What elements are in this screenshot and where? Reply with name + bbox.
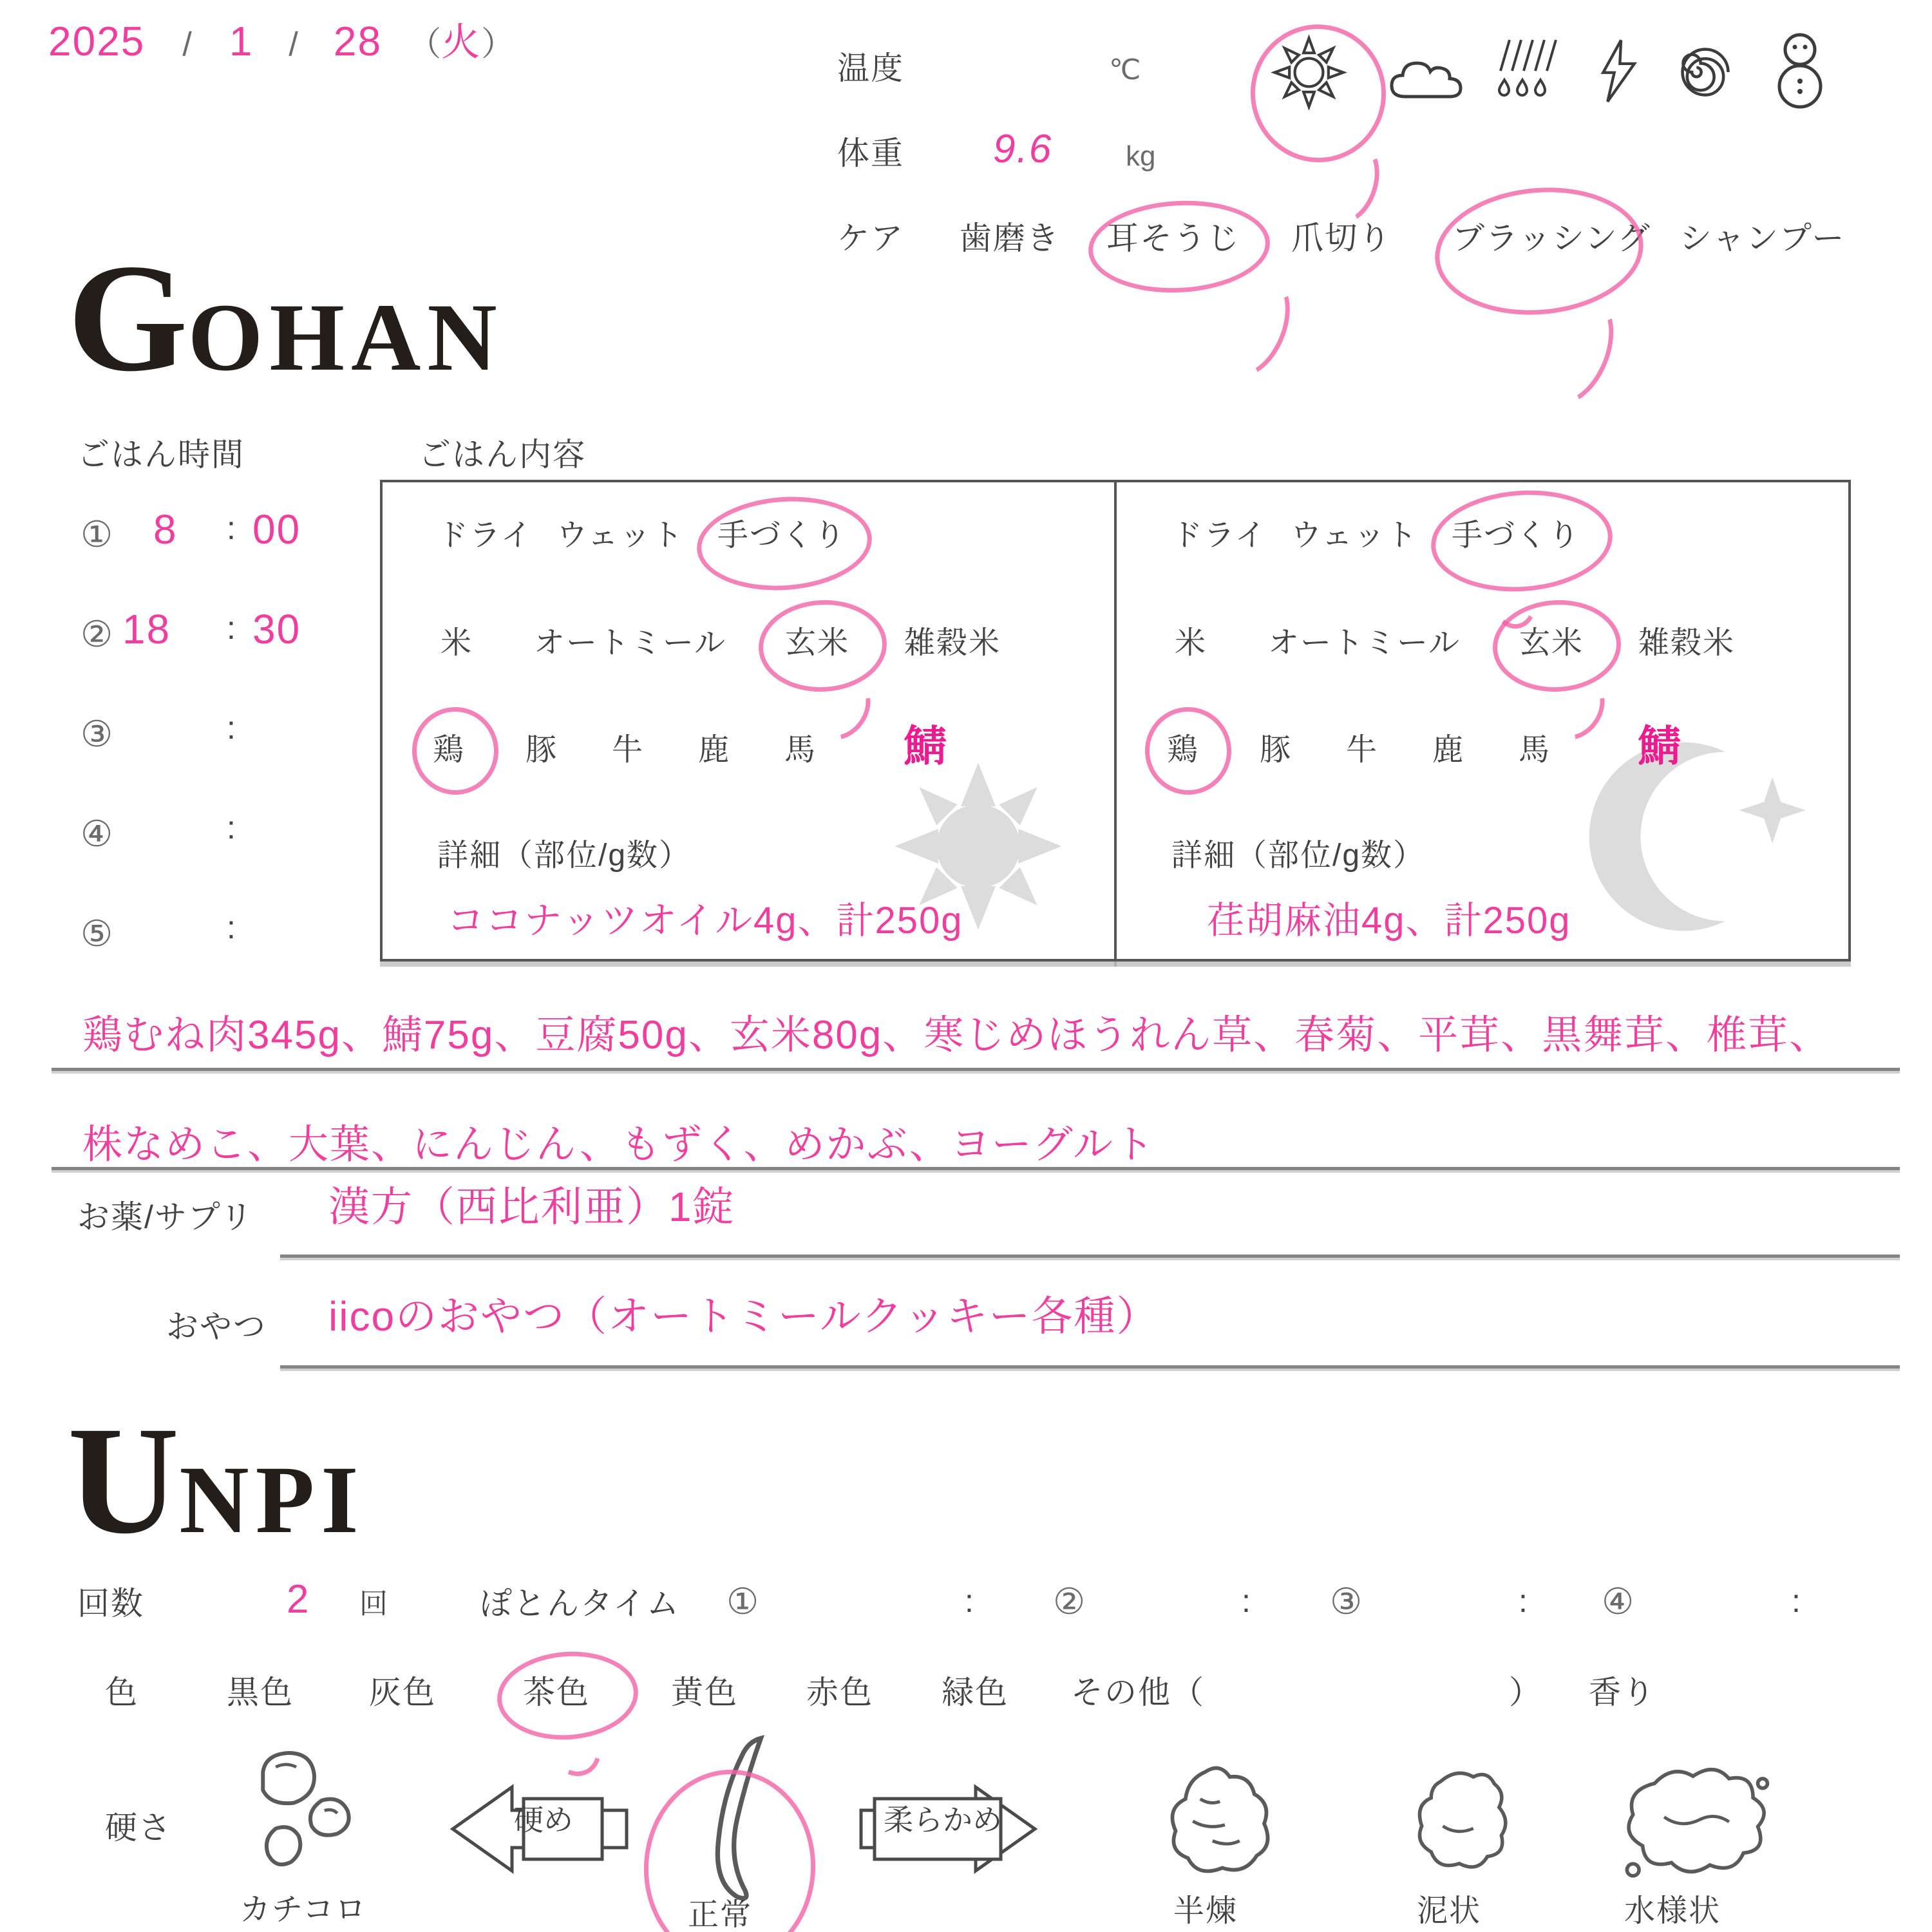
food-type-homemade[interactable]: 手づくり xyxy=(717,518,847,553)
harder-label: 硬め xyxy=(514,1803,573,1837)
detail-value-evening: 荏胡麻油4g、計250g xyxy=(1207,900,1571,942)
meal-number-5: ⑤ xyxy=(80,913,113,954)
sun-selected-circle xyxy=(1242,15,1395,171)
potty-slot-4-colon: : xyxy=(1792,1583,1802,1619)
care-item-toothbrushing[interactable]: 歯磨き xyxy=(960,220,1060,256)
meal-content-label: ごはん内容 xyxy=(419,437,586,473)
grain-rice[interactable]: 米 xyxy=(440,626,473,660)
temperature-unit: ℃ xyxy=(1109,54,1141,86)
soft-pile-icon[interactable] xyxy=(1156,1763,1291,1889)
meal-time-4-colon: : xyxy=(227,810,237,846)
softer-label: 柔らかめ xyxy=(884,1803,1002,1837)
date-separator: / xyxy=(182,26,192,63)
color-other-label[interactable]: その他（ xyxy=(1071,1674,1205,1710)
meal-number-4: ④ xyxy=(80,813,113,854)
detail-label: 詳細（部位/g数） xyxy=(1171,838,1426,873)
date-separator: / xyxy=(289,26,298,63)
date-month: 1 xyxy=(229,18,254,64)
food-type-wet[interactable]: ウェット xyxy=(556,518,685,553)
gohan-section-title xyxy=(68,232,504,403)
meal-time-1-min: 00 xyxy=(252,506,301,553)
grain-multigrain[interactable]: 雑穀米 xyxy=(904,626,1001,660)
hardness-option-mud[interactable]: 泥状 xyxy=(1417,1894,1482,1928)
color-option-green[interactable]: 緑色 xyxy=(942,1674,1009,1710)
medicine-value: 漢方（西比利亜）1錠 xyxy=(328,1184,735,1230)
meal-time-2-min: 30 xyxy=(252,606,301,652)
protein-horse[interactable]: 馬 xyxy=(784,733,817,767)
watery-splat-icon[interactable] xyxy=(1618,1759,1776,1891)
food-type-dry[interactable]: ドライ xyxy=(437,518,533,553)
hardness-label: 硬さ xyxy=(105,1810,172,1846)
snowman-icon[interactable] xyxy=(1770,31,1831,111)
paren-close: ） xyxy=(481,26,515,63)
meal-number-1: ① xyxy=(80,514,113,554)
color-option-yellow[interactable]: 黄色 xyxy=(671,1674,738,1710)
protein-beef[interactable]: 牛 xyxy=(612,733,645,767)
protein-chicken[interactable]: 鶏 xyxy=(1167,733,1200,767)
potty-slot-1-colon: : xyxy=(965,1583,975,1619)
hardness-option-kachikoro[interactable]: カチコロ xyxy=(240,1893,368,1927)
count-unit: 回 xyxy=(359,1588,388,1620)
divider xyxy=(52,1068,1900,1074)
divider xyxy=(280,1365,1900,1371)
grain-multigrain[interactable]: 雑穀米 xyxy=(1638,626,1736,660)
protein-beef[interactable]: 牛 xyxy=(1346,733,1379,767)
potty-slot-1: ① xyxy=(726,1581,759,1622)
divider xyxy=(280,1255,1900,1260)
brushing-circle xyxy=(1430,179,1649,323)
snack-label: おやつ xyxy=(166,1309,267,1345)
date-weekday: 火 xyxy=(441,21,482,64)
count-label: 回数 xyxy=(77,1586,144,1622)
food-note-line1: 鶏むね肉345g、鯖75g、豆腐50g、玄米80g、寒じめほうれん草、春菊、平茸、黒舞茸、椎茸、 xyxy=(82,1013,1831,1057)
protein-horse[interactable]: 馬 xyxy=(1519,733,1551,767)
protein-chicken[interactable]: 鶏 xyxy=(433,733,466,767)
weight-unit: kg xyxy=(1126,140,1156,172)
protein-handwritten-mackerel: 鯖 xyxy=(904,722,947,770)
meal-time-1-hour: 8 xyxy=(153,506,178,553)
hardness-option-watery[interactable]: 水様状 xyxy=(1624,1894,1721,1928)
color-option-black[interactable]: 黒色 xyxy=(227,1674,294,1710)
cloud-icon[interactable] xyxy=(1385,46,1468,106)
potty-time-label: ぽとんタイム xyxy=(480,1586,680,1622)
gohan-title-rest: OHAN xyxy=(187,284,504,391)
medicine-label: お薬/サプリ xyxy=(77,1199,254,1235)
ear-cleaning-circle xyxy=(1086,196,1272,298)
protein-handwritten-mackerel: 鯖 xyxy=(1638,722,1681,770)
scent-label: 香り xyxy=(1589,1674,1656,1710)
care-item-brushing[interactable]: ブラッシング xyxy=(1452,220,1651,256)
unpi-title-initial: U xyxy=(68,1394,180,1566)
potty-slot-3: ③ xyxy=(1330,1581,1363,1622)
potty-slot-4: ④ xyxy=(1602,1581,1634,1622)
hardness-option-soft[interactable]: 半煉 xyxy=(1173,1894,1238,1928)
food-type-homemade[interactable]: 手づくり xyxy=(1452,518,1581,553)
unpi-title-rest: NPI xyxy=(179,1446,365,1553)
meal-time-2-hour: 18 xyxy=(122,606,171,652)
detail-label: 詳細（部位/g数） xyxy=(437,838,692,873)
color-other-close: ） xyxy=(1509,1674,1542,1710)
protein-pork[interactable]: 豚 xyxy=(526,733,558,767)
care-item-shampoo[interactable]: シャンプー xyxy=(1680,220,1846,256)
thunder-icon[interactable] xyxy=(1592,32,1642,111)
color-label: 色 xyxy=(105,1674,138,1710)
rain-icon[interactable] xyxy=(1494,37,1562,109)
meal-time-2-colon: : xyxy=(227,610,237,646)
date-day: 28 xyxy=(333,18,383,64)
potty-slot-2: ② xyxy=(1053,1581,1086,1622)
protein-pork[interactable]: 豚 xyxy=(1260,733,1293,767)
pebbles-icon[interactable] xyxy=(237,1747,359,1885)
mud-pile-icon[interactable] xyxy=(1401,1763,1530,1889)
meal-time-3-colon: : xyxy=(227,710,237,746)
color-option-red[interactable]: 赤色 xyxy=(806,1674,873,1710)
care-item-nail-trim[interactable]: 爪切り xyxy=(1291,220,1392,256)
protein-venison[interactable]: 鹿 xyxy=(1432,733,1465,767)
grain-brown-rice[interactable]: 玄米 xyxy=(1519,626,1584,660)
food-note-line2: 株なめこ、大葉、にんじん、もずく、めかぶ、ヨーグルト xyxy=(82,1122,1155,1167)
meal-time-label: ごはん時間 xyxy=(77,437,245,473)
grain-brown-rice[interactable]: 玄米 xyxy=(785,626,850,660)
food-type-dry[interactable]: ドライ xyxy=(1171,518,1267,553)
detail-value-morning: ココナッツオイル4g、計250g xyxy=(447,900,963,942)
grain-rice[interactable]: 米 xyxy=(1175,626,1208,660)
protein-venison[interactable]: 鹿 xyxy=(698,733,731,767)
care-label: ケア xyxy=(837,220,904,256)
snack-value: iicoのおやつ（オートミールクッキー各種） xyxy=(328,1293,1159,1340)
divider xyxy=(52,1167,1900,1173)
meal-number-2: ② xyxy=(80,614,113,654)
hardness-option-normal[interactable]: 正常 xyxy=(688,1898,753,1932)
unpi-section-title xyxy=(68,1394,365,1566)
color-option-brown[interactable]: 茶色 xyxy=(523,1674,590,1710)
typhoon-icon[interactable] xyxy=(1673,40,1738,104)
weight-label: 体重 xyxy=(837,135,904,171)
meal-time-5-colon: : xyxy=(227,909,237,945)
paren-open: （ xyxy=(408,26,442,63)
potty-slot-2-colon: : xyxy=(1242,1583,1252,1619)
date-row xyxy=(48,18,515,66)
potty-slot-3-colon: : xyxy=(1519,1583,1529,1619)
weight-value: 9.6 xyxy=(993,127,1053,171)
gohan-title-initial: G xyxy=(68,232,188,403)
temperature-label: 温度 xyxy=(837,50,904,86)
meal-time-1-colon: : xyxy=(227,510,237,546)
color-option-gray[interactable]: 灰色 xyxy=(369,1674,436,1710)
food-type-wet[interactable]: ウェット xyxy=(1291,518,1419,553)
meal-number-3: ③ xyxy=(80,714,113,754)
grain-oatmeal[interactable]: オートミール xyxy=(1268,626,1461,660)
date-year: 2025 xyxy=(48,18,146,64)
care-item-ear-cleaning[interactable]: 耳そうじ xyxy=(1106,220,1240,256)
count-value: 2 xyxy=(287,1577,310,1622)
grain-oatmeal[interactable]: オートミール xyxy=(534,626,727,660)
moon-watermark-icon xyxy=(1645,743,1825,930)
